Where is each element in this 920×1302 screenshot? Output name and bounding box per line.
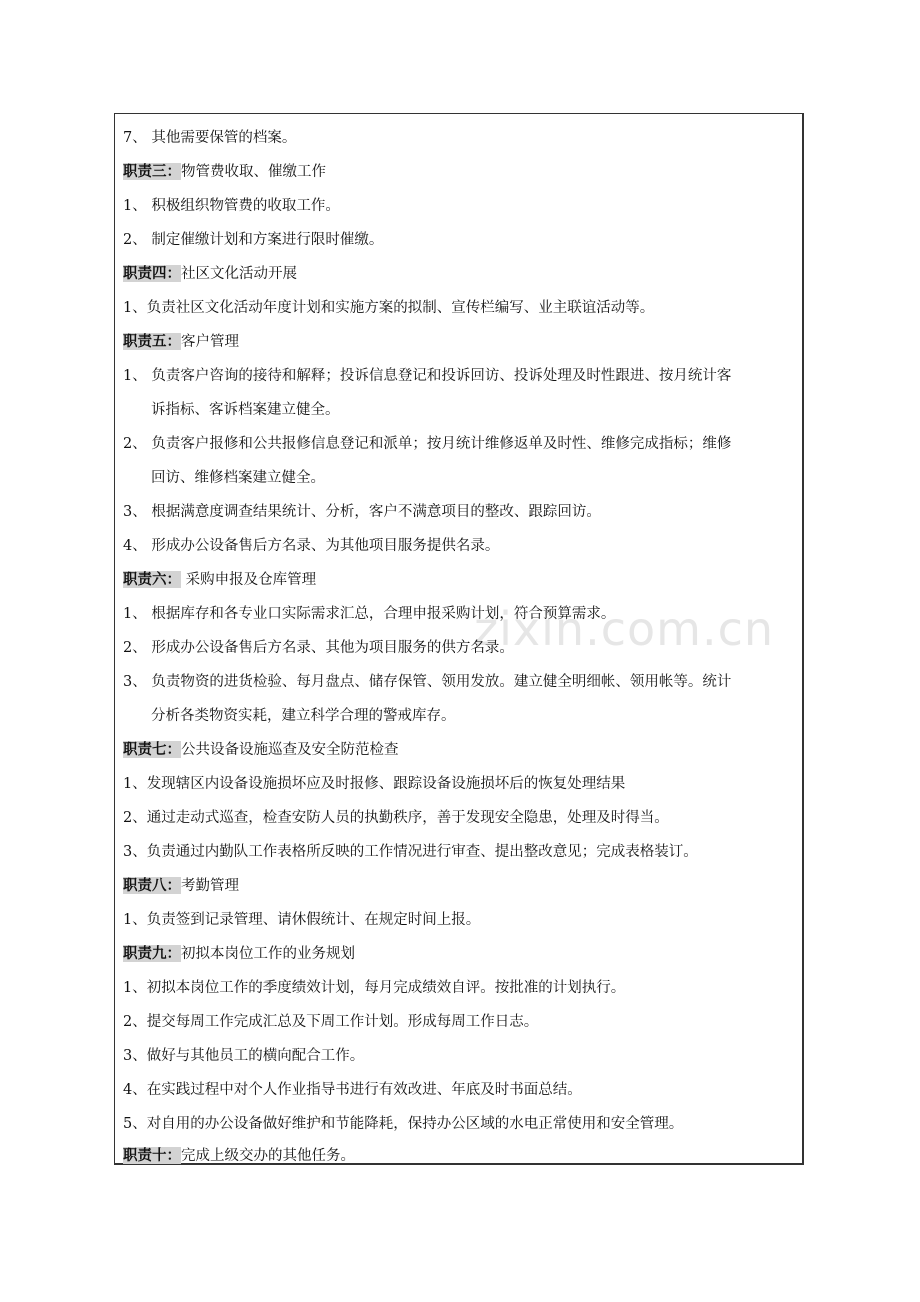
duty-label: 职责四： <box>123 265 181 282</box>
line-8: 诉指标、客诉档案建立健全。 <box>151 402 340 418</box>
line-7: 1、 负责客户咨询的接待和解释；投诉信息登记和投诉回访、投诉处理及时性跟进、按月统计客 <box>123 368 732 384</box>
duty-5-heading: 职责五：客户管理 <box>123 333 239 350</box>
line-16: 3、 负责物资的进货检验、每月盘点、储存保管、领用发放。建立健全明细帐、领用帐等。统计 <box>123 674 732 690</box>
duty-6-heading: 职责六： 采购申报及仓库管理 <box>123 571 317 588</box>
line-0: 7、 其他需要保管的档案。 <box>123 130 297 146</box>
line-26: 2、提交每周工作完成汇总及下周工作计划。形成每周工作日志。 <box>123 1014 539 1030</box>
duty-label: 职责五： <box>123 333 181 350</box>
line-27: 3、做好与其他员工的横向配合工作。 <box>123 1048 365 1064</box>
line-15: 2、 形成办公设备售后方名录、其他为项目服务的供方名录。 <box>123 640 514 656</box>
duty-3-heading: 职责三：物管费收取、催缴工作 <box>123 163 326 180</box>
line-12: 4、 形成办公设备售后方名录、为其他项目服务提供名录。 <box>123 538 500 554</box>
line-14: 1、 根据库存和各专业口实际需求汇总，合理申报采购计划，符合预算需求。 <box>123 606 616 622</box>
duty-4-heading: 职责四：社区文化活动开展 <box>123 265 297 282</box>
line-25: 1、初拟本岗位工作的季度绩效计划，每月完成绩效自评。按批准的计划执行。 <box>123 980 626 996</box>
duty-9-heading: 职责九：初拟本岗位工作的业务规划 <box>123 945 355 962</box>
duty-label: 职责十： <box>123 1147 181 1164</box>
line-21: 3、负责通过内勤队工作表格所反映的工作情况进行审查、提出整改意见；完成表格装订。 <box>123 844 698 860</box>
line-20: 2、通过走动式巡查，检查安防人员的执勤秩序，善于发现安全隐患，处理及时得当。 <box>123 810 669 826</box>
duty-label: 职责三： <box>123 163 181 180</box>
line-17: 分析各类物资实耗，建立科学合理的警戒库存。 <box>151 708 456 724</box>
duty-label: 职责九： <box>123 945 181 962</box>
line-23: 1、负责签到记录管理、请休假统计、在规定时间上报。 <box>123 912 481 928</box>
watermark: zixin.com.cn <box>474 602 775 656</box>
line-2: 1、 积极组织物管费的收取工作。 <box>123 198 340 214</box>
duty-8-heading: 职责八：考勤管理 <box>123 877 239 894</box>
line-3: 2、 制定催缴计划和方案进行限时催缴。 <box>123 232 384 248</box>
line-10: 回访、维修档案建立健全。 <box>151 470 325 486</box>
line-9: 2、 负责客户报修和公共报修信息登记和派单；按月统计维修返单及时性、维修完成指标；维修 <box>123 436 732 452</box>
duty-label: 职责八： <box>123 877 181 894</box>
line-29: 5、对自用的办公设备做好维护和节能降耗，保持办公区域的水电正常使用和安全管理。 <box>123 1116 684 1132</box>
line-19: 1、发现辖区内设备设施损坏应及时报修、跟踪设备设施损坏后的恢复处理结果 <box>123 776 626 792</box>
duty-7-heading: 职责七：公共设备设施巡查及安全防范检查 <box>123 741 399 758</box>
line-5: 1、负责社区文化活动年度计划和实施方案的拟制、宣传栏编写、业主联谊活动等。 <box>123 300 655 316</box>
duty-label: 职责七： <box>123 741 181 758</box>
line-28: 4、在实践过程中对个人作业指导书进行有效改进、年底及时书面总结。 <box>123 1082 582 1098</box>
duty-10-heading: 职责十：完成上级交办的其他任务。 <box>123 1147 355 1164</box>
line-11: 3、 根据满意度调查结果统计、分析，客户不满意项目的整改、跟踪回访。 <box>123 504 601 520</box>
duty-label: 职责六： <box>123 571 181 588</box>
